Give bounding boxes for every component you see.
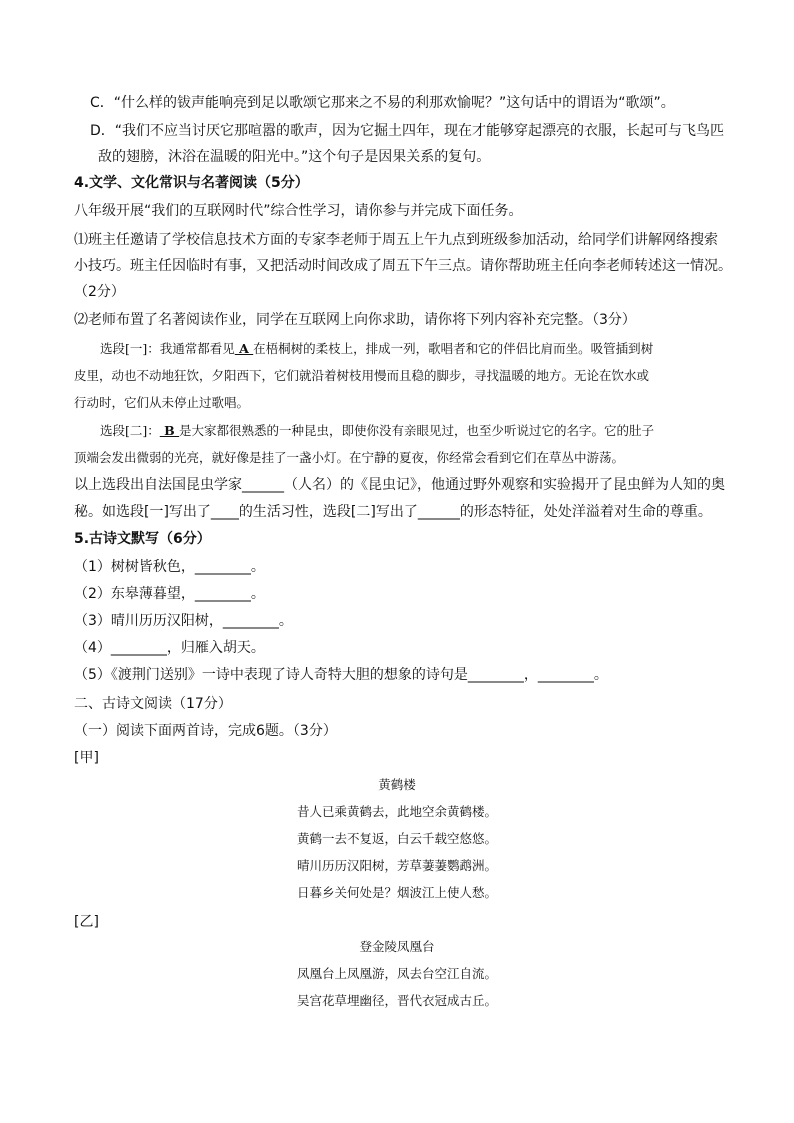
excerpt1-rest: 在梧桐树的柔枝上，排成一列，歌唱者和它的伴侣比肩而坐。吸管插到树 [253,341,654,356]
poem2-line: 凤凰台上凤凰游，凤去台空江自流。 [296,966,497,981]
q5-item4: （4）________，归雁入胡天。 [74,640,265,656]
poem1-line: 晴川历历汉阳树，芳草萋萋鹦鹉洲。 [296,858,497,873]
poem1-line: 昔人已乘黄鹤去，此地空余黄鹤楼。 [296,804,497,819]
excerpt2-prefix: 选段[二]： [100,423,160,438]
poem2-line: 吴宫花草埋幽径，晋代衣冠成古丘。 [296,993,497,1008]
q5-item3: （3）晴川历历汉阳树，________。 [74,613,293,629]
excerpt2-blank-b: B [159,423,180,438]
poem1-line: 黄鹤一去不复返，白云千载空悠悠。 [296,831,497,846]
poem2-title: 登金陵凤凰台 [359,939,435,954]
section2-title: 二、古诗文阅读（17分） [74,696,232,712]
section2-subtitle: （一）阅读下面两首诗，完成6题。（3分） [74,723,337,739]
q5-item1: （1）树树皆秋色，________。 [74,559,265,575]
q4-part1-line3: （2分） [74,284,125,300]
excerpt1-line3: 行动时，它们从未停止过歌唱。 [74,395,250,410]
q4-part2: ⑵老师布置了名著阅读作业，同学在互联网上向你求助，请你将下列内容补充完整。（3分） [74,312,636,328]
poem-a-label: [甲] [74,750,99,766]
q4-fill-line2: 秘。如选段[一]写出了____的生活习性，选段[二]写出了______的形态特征，处处洋溢着对生命的尊重。 [74,504,712,520]
q4-part1-line2: 小技巧。班主任因临时有事，又把活动时间改成了周五下午三点。请你帮助班主任向李老师转述这一情况。 [74,258,732,274]
excerpt1-prefix: 选段[一]：我通常都看见 [100,341,235,356]
q4-fill-line1: 以上选段出自法国昆虫学家______（人名）的《昆虫记》，他通过野外观察和实验揭开了昆虫鲜为人知的奥 [74,477,725,493]
q4-part1-line1: ⑴班主任邀请了学校信息技术方面的专家李老师于周五上午九点到班级参加活动，给同学们讲解网络搜索 [74,232,718,248]
excerpt1-line2: 皮里，动也不动地狂饮，夕阳西下，它们就沿着树枝用慢而且稳的脚步，寻找温暖的地方。无论在饮水或 [74,368,650,383]
excerpt1-blank-a: A [234,341,254,356]
q5-item5: （5）《渡荆门送别》一诗中表现了诗人奇特大胆的想象的诗句是________，________。 [74,667,608,683]
poem1-title: 黄鹤楼 [378,777,416,792]
q5-item2: （2）东皋薄暮望，________。 [74,586,265,602]
q3-option-d-line2: 敌的翅膀，沐浴在温暖的阳光中。”这个句子是因果关系的复句。 [98,149,491,165]
q4-intro: 八年级开展“我们的互联网时代”综合性学习，请你参与并完成下面任务。 [74,203,523,219]
q4-title: 4.文学、文化常识与名著阅读（5分） [74,175,309,191]
q3-option-c: C．“什么样的钹声能响亮到足以歌颂它那来之不易的利那欢愉呢？”这句话中的谓语为“歌颂”。 [90,95,675,111]
q3-option-d-line1: D．“我们不应当讨厌它那喧嚣的歌声，因为它掘土四年，现在才能够穿起漂亮的衣服，长起可与飞鸟匹 [90,123,725,139]
excerpt2-line2: 顶端会发出微弱的光亮，就好像是挂了一盏小灯。在宁静的夏夜，你经常会看到它们在草丛中游荡。 [74,450,625,465]
poem1-line: 日暮乡关何处是？烟波江上使人愁。 [296,885,497,900]
excerpt1-line1 [100,339,780,359]
excerpt2-rest: 是大家都很熟悉的一种昆虫，即使你没有亲眼见过，也至少听说过它的名字。它的肚子 [179,423,655,438]
q5-title: 5.古诗文默写（6分） [74,531,211,547]
poem-b-label: [乙] [74,914,99,930]
excerpt2-line1 [100,421,780,441]
